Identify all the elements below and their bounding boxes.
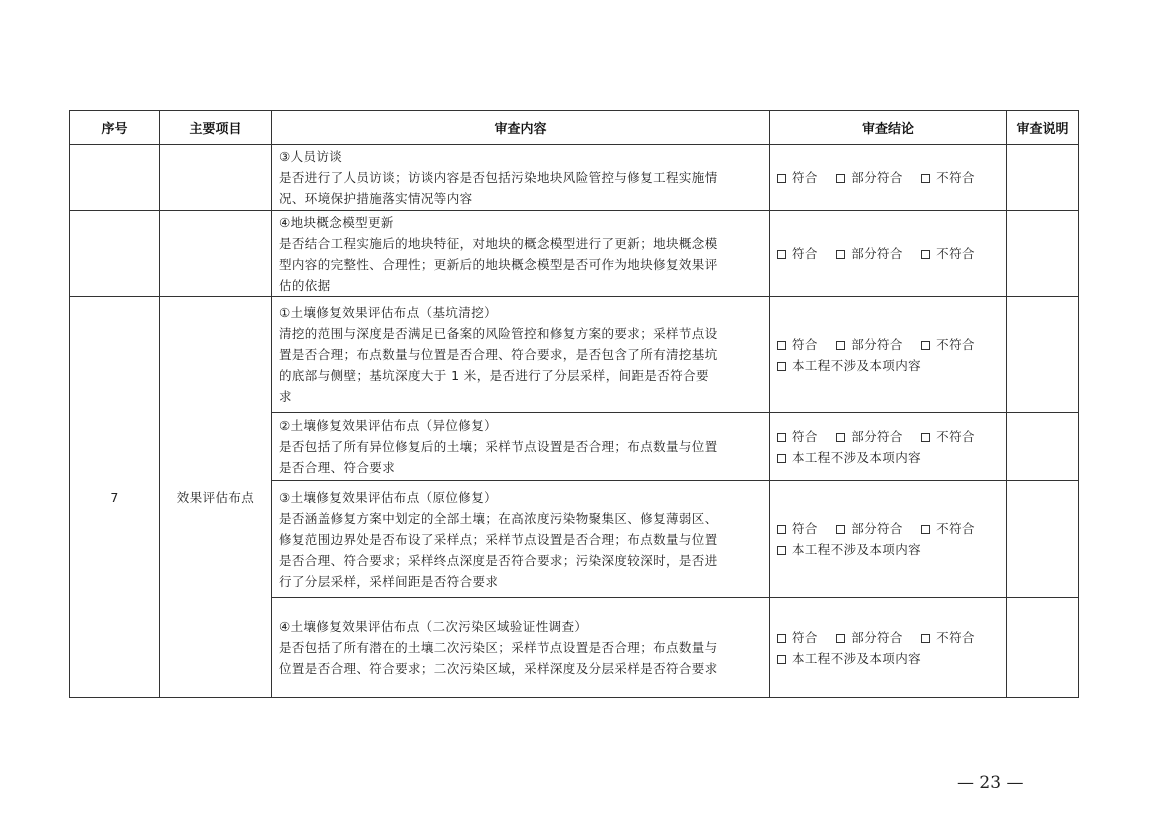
content-line: 是否结合工程实施后的地块特征，对地块的概念模型进行了更新；地块概念模 [279,235,718,251]
group-item-cell: 效果评估布点 [160,297,272,698]
notes-cell[interactable] [1007,413,1079,481]
option-label: 符合 [792,336,818,352]
checkbox-icon[interactable] [921,250,930,259]
checkbox-icon[interactable] [921,433,930,442]
content-line: 估的依据 [279,277,331,293]
content-title: ④地块概念模型更新 [279,214,394,230]
checkbox-icon[interactable] [777,250,786,259]
header-item: 主要项目 [160,111,272,145]
content-line: 是否涵盖修复方案中划定的全部土壤；在高浓度污染物聚集区、修复薄弱区、 [279,510,718,526]
content-line: 是否包括了所有异位修复后的土壤；采样节点设置是否合理；布点数量与位置 [279,439,718,454]
conclusion-cell [770,211,1007,297]
option-conform[interactable] [777,518,818,539]
header-conclusion: 审查结论 [770,111,1007,145]
option-label: 符合 [792,246,818,261]
option-nonconform[interactable] [921,426,975,447]
option-label: 本工程不涉及本项内容 [792,542,922,557]
content-line: 型内容的完整性、合理性；更新后的地块概念模型是否可作为地块修复效果评 [279,256,718,272]
option-nonconform[interactable] [921,167,975,188]
header-row [70,111,1079,145]
checkbox-icon[interactable] [836,174,845,183]
option-label: 部分符合 [851,629,903,645]
checkbox-icon[interactable] [921,525,930,534]
notes-cell[interactable] [1007,297,1079,413]
option-label: 本工程不涉及本项内容 [792,650,922,666]
option-label: 符合 [792,521,818,536]
content-line: 修复范围边界处是否布设了采样点；采样节点设置是否合理；布点数量与位置 [279,531,718,547]
table-row [70,297,1079,413]
option-label: 不符合 [936,336,975,352]
content-line: 求 [279,389,292,404]
content-line: 清挖的范围与深度是否满足已备案的风险管控和修复方案的要求；采样节点设 [279,326,718,341]
option-label: 部分符合 [851,521,903,536]
checkbox-icon[interactable] [836,433,845,442]
option-nonconform[interactable] [921,627,975,648]
table-row [70,145,1079,211]
content-cell [272,413,770,481]
content-cell [272,598,770,698]
notes-cell[interactable] [1007,481,1079,598]
option-label: 符合 [792,629,818,645]
option-partial[interactable] [836,426,903,447]
content-cell [272,481,770,598]
checkbox-icon[interactable] [777,341,786,350]
checkbox-icon[interactable] [921,174,930,183]
content-line: 行了分层采样，采样间距是否符合要求 [279,573,499,589]
content-cell [272,145,770,211]
header-num: 序号 [70,111,160,145]
option-label: 符合 [792,428,818,444]
checkbox-icon[interactable] [777,634,786,643]
header-content: 审查内容 [272,111,770,145]
checkbox-icon[interactable] [836,634,845,643]
content-line: 是否合理、符合要求 [279,460,396,475]
option-conform[interactable] [777,334,818,355]
option-partial[interactable] [836,334,903,355]
option-label: 部分符合 [851,428,903,444]
content-title: ③人员访谈 [279,149,343,164]
checkbox-icon[interactable] [777,174,786,183]
content-line: 的底部与侧壁；基坑深度大于 1 米，是否进行了分层采样，间距是否符合要 [279,368,709,383]
content-line: 位置是否合理、符合要求；二次污染区域，采样深度及分层采样是否符合要求 [279,661,718,676]
option-partial[interactable] [836,167,903,188]
option-label: 本工程不涉及本项内容 [792,449,922,465]
option-nonconform[interactable] [921,334,975,355]
option-conform[interactable] [777,243,818,264]
notes-cell[interactable] [1007,145,1079,211]
option-label: 不符合 [936,629,975,645]
option-nonconform[interactable] [921,518,975,539]
review-table [69,110,1079,698]
option-label: 不符合 [936,428,975,444]
conclusion-cell [770,481,1007,598]
option-na[interactable] [777,355,921,376]
option-conform[interactable] [777,167,818,188]
content-title: ①土壤修复效果评估布点（基坑清挖） [279,305,498,320]
option-label: 部分符合 [851,170,903,185]
option-na[interactable] [777,539,921,560]
conclusion-cell [770,598,1007,698]
checkbox-icon[interactable] [921,341,930,350]
option-partial[interactable] [836,627,903,648]
option-label: 部分符合 [851,336,903,352]
item-cell [160,145,272,211]
table-row [70,211,1079,297]
option-conform[interactable] [777,627,818,648]
notes-cell[interactable] [1007,211,1079,297]
content-title: ③土壤修复效果评估布点（原位修复） [279,489,498,505]
checkbox-icon[interactable] [777,454,786,463]
option-nonconform[interactable] [921,243,975,264]
content-title: ②土壤修复效果评估布点（异位修复） [279,418,498,433]
content-line: 置是否合理；布点数量与位置是否合理、符合要求，是否包含了所有清挖基坑 [279,347,718,362]
checkbox-icon[interactable] [921,634,930,643]
num-cell [70,145,160,211]
header-notes: 审查说明 [1007,111,1079,145]
option-partial[interactable] [836,243,903,264]
option-label: 不符合 [936,170,975,185]
option-partial[interactable] [836,518,903,539]
num-cell [70,211,160,297]
content-line: 是否进行了人员访谈；访谈内容是否包括污染地块风险管控与修复工程实施情 [279,170,718,185]
conclusion-cell [770,145,1007,211]
notes-cell[interactable] [1007,598,1079,698]
checkbox-icon[interactable] [777,433,786,442]
content-line: 是否包括了所有潜在的土壤二次污染区；采样节点设置是否合理；布点数量与 [279,640,718,655]
conclusion-cell [770,413,1007,481]
option-na[interactable] [777,447,921,468]
option-label: 本工程不涉及本项内容 [792,357,922,373]
content-title: ④土壤修复效果评估布点（二次污染区域验证性调查） [279,619,588,634]
option-conform[interactable] [777,426,818,447]
checkbox-icon[interactable] [777,655,786,664]
content-line: 是否合理、符合要求；采样终点深度是否符合要求；污染深度较深时，是否进 [279,552,718,568]
conclusion-cell [770,297,1007,413]
option-label: 部分符合 [851,246,903,261]
checkbox-icon[interactable] [836,250,845,259]
content-cell [272,297,770,413]
checkbox-icon[interactable] [836,525,845,534]
checkbox-icon[interactable] [836,341,845,350]
item-cell [160,211,272,297]
option-na[interactable] [777,648,921,669]
option-label: 不符合 [936,521,975,536]
option-label: 符合 [792,170,818,185]
checkbox-icon[interactable] [777,546,786,555]
group-num-cell: 7 [70,297,160,698]
content-line: 况、环境保护措施落实情况等内容 [279,191,473,206]
checkbox-icon[interactable] [777,525,786,534]
page-number: — 23 — [957,773,1024,793]
content-cell [272,211,770,297]
checkbox-icon[interactable] [777,362,786,371]
option-label: 不符合 [936,246,975,261]
